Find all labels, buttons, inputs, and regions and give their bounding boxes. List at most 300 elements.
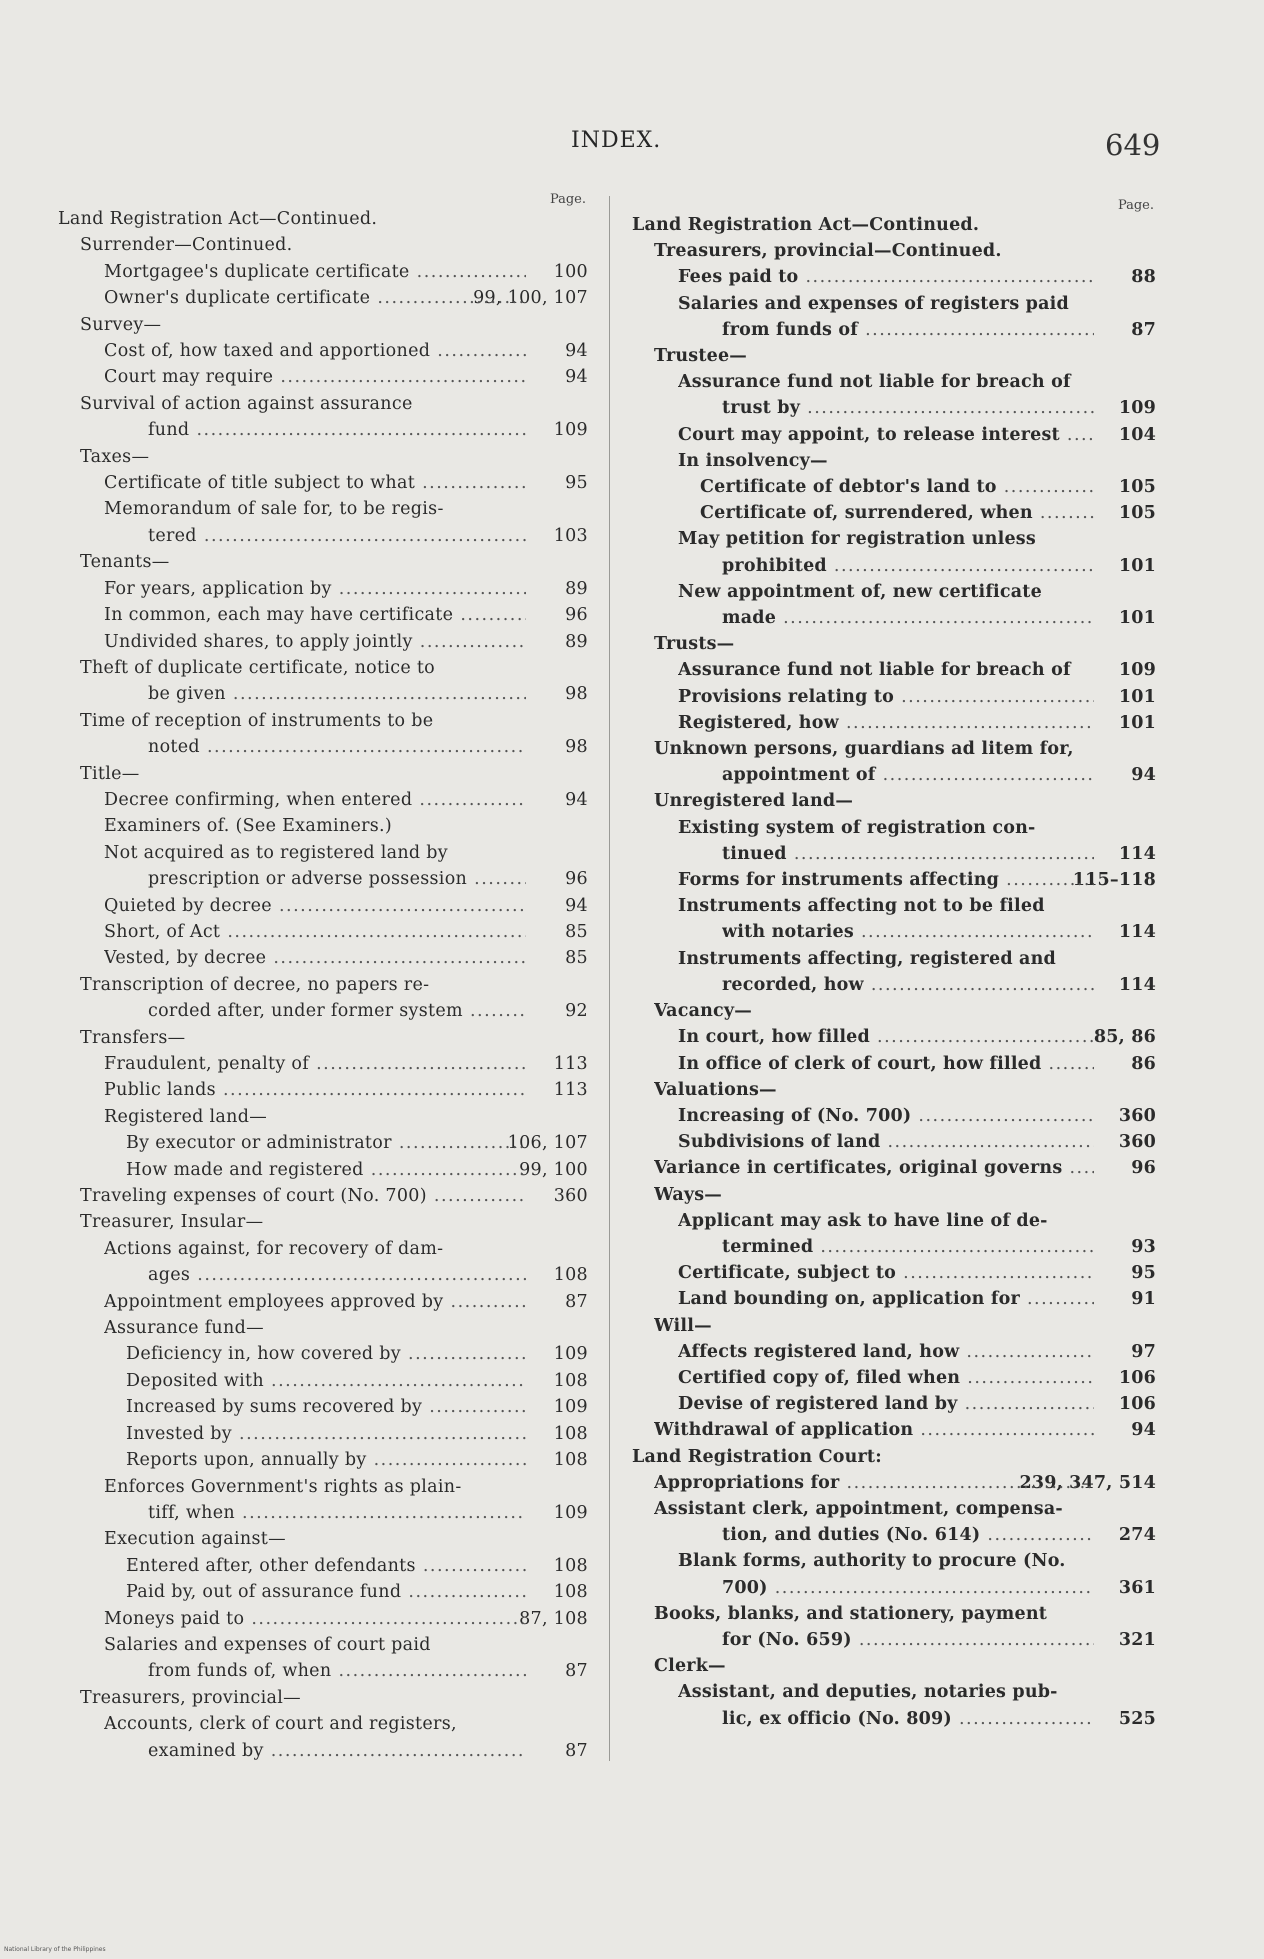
index-entry-page: 103 bbox=[553, 525, 588, 546]
index-column-left bbox=[58, 192, 588, 1764]
index-entry-text: made ..... bbox=[722, 608, 1094, 628]
index-entry bbox=[58, 312, 588, 338]
index-entry-page: 108 bbox=[553, 1265, 588, 1286]
index-entry-page: 105 bbox=[1118, 477, 1156, 498]
index-entry-page: 94 bbox=[565, 341, 588, 362]
index-entry bbox=[632, 762, 1156, 788]
index-entry-text: Enforces Government's rights as plain- bbox=[104, 1476, 462, 1497]
index-entry-text: Fees paid to ..... bbox=[678, 267, 1094, 287]
index-entry-text: Salaries and expenses of court paid bbox=[104, 1634, 431, 1655]
index-entry-text: Appropriations for ..... bbox=[654, 1473, 1094, 1493]
index-entry bbox=[632, 631, 1156, 657]
index-entry-page: 88 bbox=[1131, 267, 1156, 288]
index-entry-text: recorded, how ..... bbox=[722, 975, 1094, 995]
index-entry bbox=[632, 1051, 1156, 1077]
index-entry bbox=[58, 708, 588, 734]
index-entry-page: 104 bbox=[1118, 424, 1156, 445]
index-entry bbox=[58, 787, 588, 813]
index-entry-text: Existing system of registration con- bbox=[678, 817, 1036, 838]
index-entry-page: 94 bbox=[565, 367, 588, 388]
index-entry-text: Entered after, other defendants ..... bbox=[126, 1556, 526, 1576]
index-entry bbox=[632, 343, 1156, 369]
index-entry bbox=[58, 840, 588, 866]
index-entry bbox=[632, 1575, 1156, 1601]
index-entry-text: Land bounding on, application for ..... bbox=[678, 1289, 1094, 1309]
index-entry-text: fund ..... bbox=[148, 420, 526, 440]
index-entry-page: 109 bbox=[553, 1344, 588, 1365]
index-entry-text: Valuations— bbox=[654, 1079, 777, 1100]
index-entry-text: Memorandum of sale for, to be regis- bbox=[104, 499, 444, 520]
index-entry-text: appointment of ..... bbox=[722, 765, 1094, 785]
scan-attribution: National Library of the Philippines bbox=[4, 1946, 106, 1953]
index-entry bbox=[632, 1365, 1156, 1391]
index-entry-text: Reports upon, annually by ..... bbox=[126, 1450, 526, 1470]
index-entry-text: Vacancy— bbox=[654, 1001, 752, 1022]
index-entry-text: Surrender—Continued. bbox=[80, 235, 293, 256]
index-entry bbox=[632, 1234, 1156, 1260]
index-entry-page: 360 bbox=[1118, 1105, 1156, 1126]
index-entry-text: In common, each may have certificate ..... bbox=[104, 605, 526, 625]
index-entry-page: 99, 100, 107 bbox=[473, 288, 588, 309]
index-entry-text: tion, and duties (No. 614) ..... bbox=[722, 1525, 1094, 1545]
index-entry-text: Unregistered land— bbox=[654, 791, 854, 812]
index-entry-page: 85 bbox=[565, 948, 588, 969]
index-entry-page: 113 bbox=[553, 1054, 588, 1074]
index-entry bbox=[58, 972, 588, 998]
index-entry-text: Theft of duplicate certificate, notice to bbox=[80, 657, 436, 678]
index-entry-text: Invested by ..... bbox=[126, 1424, 526, 1444]
index-entry-page: 100 bbox=[553, 261, 588, 282]
index-entry bbox=[632, 474, 1156, 500]
page-number: 649 bbox=[1105, 128, 1161, 162]
index-entry bbox=[58, 391, 588, 417]
index-entry-text: Assurance fund not liable for breach of bbox=[678, 372, 1071, 393]
index-entry-text: corded after, under former system ..... bbox=[148, 1001, 526, 1021]
index-entry-page: 94 bbox=[565, 895, 588, 916]
index-entry bbox=[632, 841, 1156, 867]
index-entry bbox=[58, 813, 588, 839]
index-entry bbox=[58, 1421, 588, 1447]
index-entry bbox=[58, 761, 588, 787]
index-entry bbox=[58, 602, 588, 628]
index-entry-text: tiff, when ..... bbox=[148, 1503, 526, 1523]
index-entry-text: Not acquired as to registered land by bbox=[104, 842, 448, 863]
index-entry-text: Certificate of, surrendered, when ..... bbox=[700, 503, 1094, 523]
index-entry bbox=[58, 1658, 588, 1684]
index-entry bbox=[632, 212, 1156, 238]
index-entry-text: By executor or administrator ..... bbox=[126, 1133, 526, 1153]
index-entry bbox=[632, 919, 1156, 945]
index-entry bbox=[632, 1548, 1156, 1574]
index-entry bbox=[632, 946, 1156, 972]
index-entry-page: 95 bbox=[1131, 1263, 1156, 1284]
index-entry-text: Land Registration Act—Continued. bbox=[632, 215, 980, 235]
index-entry-page: 525 bbox=[1118, 1708, 1156, 1729]
index-entry bbox=[58, 1262, 588, 1288]
index-entry bbox=[58, 1632, 588, 1658]
index-entry-text: Transcription of decree, no papers re- bbox=[80, 974, 430, 995]
page-column-label: Page. bbox=[549, 192, 586, 207]
index-entry-text: tered ..... bbox=[148, 526, 526, 546]
index-entry-text: Clerk— bbox=[654, 1656, 726, 1677]
index-entry-text: 700) ..... bbox=[722, 1578, 1094, 1598]
index-entry-text: Moneys paid to ..... bbox=[104, 1609, 526, 1629]
index-entry bbox=[632, 553, 1156, 579]
index-entry bbox=[58, 1051, 588, 1077]
index-entry-list bbox=[58, 206, 588, 1764]
index-entry-page: 94 bbox=[1131, 1420, 1156, 1441]
index-entry bbox=[58, 364, 588, 390]
index-entry bbox=[632, 684, 1156, 710]
index-entry-page: 89 bbox=[565, 578, 588, 599]
index-entry-page: 98 bbox=[565, 684, 588, 705]
index-entry-text: Public lands ..... bbox=[104, 1080, 526, 1100]
index-entry-text: be given ..... bbox=[148, 684, 526, 704]
index-entry bbox=[58, 285, 588, 311]
index-entry bbox=[58, 1183, 588, 1209]
index-entry bbox=[632, 395, 1156, 421]
index-entry bbox=[632, 1496, 1156, 1522]
index-entry bbox=[58, 1209, 588, 1235]
index-entry bbox=[58, 1341, 588, 1367]
index-entry-text: Certificate of title subject to what ..... bbox=[104, 473, 526, 493]
index-entry-text: Cost of, how taxed and apportioned ..... bbox=[104, 341, 526, 361]
index-entry-text: prescription or adverse possession ..... bbox=[148, 869, 526, 889]
index-entry-page: 94 bbox=[1131, 765, 1156, 786]
index-entry-text: For years, application by ..... bbox=[104, 579, 526, 599]
index-entry-page: 106, 107 bbox=[507, 1133, 588, 1154]
index-entry-text: Increased by sums recovered by ..... bbox=[126, 1397, 526, 1417]
index-entry-text: Quieted by decree ..... bbox=[104, 896, 526, 916]
index-entry-text: noted ..... bbox=[148, 737, 526, 757]
index-entry bbox=[58, 1130, 588, 1156]
index-entry-text: Deficiency in, how covered by ..... bbox=[126, 1344, 526, 1364]
index-entry-text: Undivided shares, to apply jointly ..... bbox=[104, 632, 526, 652]
index-entry bbox=[58, 1447, 588, 1473]
index-entry bbox=[58, 1606, 588, 1632]
index-entry bbox=[632, 1627, 1156, 1653]
index-entry bbox=[632, 710, 1156, 736]
index-entry-page: 89 bbox=[565, 631, 588, 652]
index-entry bbox=[632, 815, 1156, 841]
index-entry-text: Fraudulent, penalty of ..... bbox=[104, 1054, 526, 1074]
index-entry bbox=[58, 1077, 588, 1103]
index-entry bbox=[632, 1391, 1156, 1417]
index-entry-text: Applicant may ask to have line of de- bbox=[678, 1210, 1048, 1231]
index-entry bbox=[58, 1500, 588, 1526]
index-entry bbox=[632, 448, 1156, 474]
index-entry-page: 113 bbox=[553, 1080, 588, 1101]
index-entry-page: 109 bbox=[1118, 398, 1156, 419]
index-entry-page: 114 bbox=[1118, 843, 1156, 864]
column-divider bbox=[609, 196, 610, 1761]
index-entry bbox=[58, 1738, 588, 1764]
index-entry-list bbox=[632, 212, 1156, 1732]
index-entry-text: Taxes— bbox=[80, 446, 150, 467]
index-entry bbox=[58, 1236, 588, 1262]
index-entry-text: Trustee— bbox=[654, 346, 747, 367]
index-entry-text: Title— bbox=[80, 763, 140, 784]
index-entry-text: Execution against— bbox=[104, 1529, 286, 1550]
index-entry-page: 109 bbox=[1118, 660, 1156, 681]
index-entry bbox=[58, 945, 588, 971]
index-entry bbox=[632, 238, 1156, 264]
index-entry-text: In court, how filled ..... bbox=[678, 1027, 1094, 1047]
index-entry-text: Treasurer, Insular— bbox=[80, 1212, 264, 1233]
index-entry-text: prohibited ..... bbox=[722, 556, 1094, 576]
index-entry bbox=[58, 655, 588, 681]
index-entry-page: 105 bbox=[1118, 503, 1156, 524]
index-entry-page: 101 bbox=[1118, 686, 1156, 707]
index-entry-text: New appointment of, new certificate bbox=[678, 581, 1042, 602]
index-entry-text: from funds of ..... bbox=[722, 320, 1094, 340]
index-entry bbox=[58, 1368, 588, 1394]
index-entry-text: for (No. 659) ..... bbox=[722, 1630, 1094, 1650]
index-entry-text: Increasing of (No. 700) ..... bbox=[678, 1106, 1094, 1126]
index-entry-text: Assistant, and deputies, notaries pub- bbox=[678, 1682, 1058, 1703]
index-entry bbox=[58, 1474, 588, 1500]
index-entry-text: Salaries and expenses of registers paid bbox=[678, 293, 1069, 314]
index-entry-text: with notaries ..... bbox=[722, 922, 1094, 942]
index-entry bbox=[632, 579, 1156, 605]
index-entry-page: 360 bbox=[553, 1186, 588, 1207]
index-entry-page: 108 bbox=[553, 1555, 588, 1576]
index-entry bbox=[58, 232, 588, 258]
index-entry-text: Treasurers, provincial— bbox=[80, 1687, 301, 1708]
index-entry-text: Instruments affecting not to be filed bbox=[678, 896, 1045, 917]
index-entry-text: Short, of Act ..... bbox=[104, 922, 526, 942]
index-entry-page: 106 bbox=[1118, 1394, 1156, 1415]
index-entry bbox=[632, 736, 1156, 762]
index-entry bbox=[58, 629, 588, 655]
index-entry-text: Certificate, subject to ..... bbox=[678, 1263, 1094, 1283]
index-entry bbox=[632, 1653, 1156, 1679]
index-entry-page: 109 bbox=[553, 420, 588, 441]
index-entry-text: Actions against, for recovery of dam- bbox=[104, 1238, 444, 1259]
index-entry bbox=[58, 734, 588, 760]
index-entry-text: from funds of, when ..... bbox=[148, 1661, 526, 1681]
index-entry bbox=[632, 998, 1156, 1024]
index-entry-text: Survival of action against assurance bbox=[80, 393, 413, 414]
index-entry-page: 98 bbox=[565, 737, 588, 758]
index-entry-text: May petition for registration unless bbox=[678, 529, 1036, 550]
index-entry-page: 108 bbox=[553, 1450, 588, 1471]
index-entry bbox=[58, 681, 588, 707]
index-entry-text: lic, ex officio (No. 809) ..... bbox=[722, 1709, 1094, 1729]
index-entry-text: Unknown persons, guardians ad litem for, bbox=[654, 739, 1074, 760]
index-entry-page: 96 bbox=[565, 869, 588, 890]
index-entry bbox=[632, 1313, 1156, 1339]
index-entry-text: Forms for instruments affecting ..... bbox=[678, 870, 1094, 890]
index-entry-page: 108 bbox=[553, 1423, 588, 1444]
index-entry-text: Treasurers, provincial—Continued. bbox=[654, 241, 1002, 262]
index-entry bbox=[58, 1553, 588, 1579]
index-entry-page: 321 bbox=[1118, 1629, 1156, 1650]
index-entry-page: 91 bbox=[1131, 1289, 1156, 1310]
index-entry-text: Instruments affecting, registered and bbox=[678, 948, 1056, 969]
index-entry bbox=[58, 1711, 588, 1737]
index-entry bbox=[58, 1025, 588, 1051]
index-entry bbox=[632, 657, 1156, 683]
index-column-right bbox=[632, 192, 1156, 1732]
index-entry-page: 96 bbox=[1131, 1158, 1156, 1179]
index-entry bbox=[632, 1706, 1156, 1732]
index-entry-text: Examiners of. (See Examiners.) bbox=[104, 816, 393, 837]
index-entry-page: 86 bbox=[1131, 1053, 1156, 1074]
index-entry-text: Certified copy of, filed when ..... bbox=[678, 1368, 1094, 1388]
index-entry bbox=[632, 1260, 1156, 1286]
index-entry bbox=[58, 206, 588, 232]
index-entry-text: Mortgagee's duplicate certificate ..... bbox=[104, 262, 526, 282]
index-entry-page: 108 bbox=[553, 1582, 588, 1603]
page-header bbox=[0, 128, 1264, 168]
index-entry bbox=[632, 1077, 1156, 1103]
index-entry-text: Survey— bbox=[80, 314, 162, 335]
index-entry bbox=[58, 259, 588, 285]
index-entry-text: Affects registered land, how ..... bbox=[678, 1342, 1094, 1362]
index-entry bbox=[632, 1339, 1156, 1365]
index-entry-text: Assurance fund not liable for breach of bbox=[678, 660, 1071, 681]
index-entry-page: 87, 108 bbox=[519, 1608, 588, 1629]
index-entry bbox=[58, 1579, 588, 1605]
index-entry-text: Variance in certificates, original governs ..... bbox=[654, 1158, 1094, 1178]
index-entry bbox=[58, 1526, 588, 1552]
index-entry bbox=[632, 788, 1156, 814]
index-entry bbox=[58, 470, 588, 496]
index-entry-text: Court may require ..... bbox=[104, 367, 526, 387]
index-entry bbox=[58, 576, 588, 602]
index-entry bbox=[632, 1417, 1156, 1443]
index-entry-text: Registered land— bbox=[104, 1106, 267, 1127]
index-entry-page: 114 bbox=[1118, 974, 1156, 995]
index-entry-page: 360 bbox=[1118, 1132, 1156, 1153]
index-entry bbox=[58, 523, 588, 549]
index-entry-page: 99, 100 bbox=[519, 1159, 588, 1180]
index-entry bbox=[632, 1444, 1156, 1470]
index-entry-text: Certificate of debtor's land to ..... bbox=[700, 477, 1094, 497]
index-entry bbox=[58, 1315, 588, 1341]
index-entry bbox=[632, 1679, 1156, 1705]
index-entry-text: Blank forms, authority to procure (No. bbox=[678, 1551, 1066, 1572]
index-entry-page: 109 bbox=[553, 1502, 588, 1523]
index-entry-text: How made and registered ..... bbox=[126, 1160, 526, 1180]
index-entry bbox=[632, 1024, 1156, 1050]
index-entry-text: Traveling expenses of court (No. 700) ..... bbox=[80, 1186, 526, 1206]
index-entry-text: trust by ..... bbox=[722, 398, 1094, 418]
index-entry bbox=[58, 998, 588, 1024]
index-entry-page: 274 bbox=[1118, 1525, 1156, 1546]
index-entry-text: Appointment employees approved by ..... bbox=[104, 1292, 526, 1312]
index-entry-text: Ways— bbox=[654, 1184, 722, 1205]
index-entry-text: Land Registration Court: bbox=[632, 1446, 882, 1467]
index-entry-text: Will— bbox=[654, 1315, 712, 1336]
index-entry-text: In insolvency— bbox=[678, 450, 828, 471]
index-entry bbox=[632, 1208, 1156, 1234]
index-entry-text: Vested, by decree ..... bbox=[104, 948, 526, 968]
index-entry bbox=[632, 867, 1156, 893]
index-entry-page: 106 bbox=[1118, 1367, 1156, 1388]
index-entry bbox=[58, 444, 588, 470]
index-entry-page: 115–118 bbox=[1072, 870, 1156, 891]
index-entry-text: In office of clerk of court, how filled ..... bbox=[678, 1054, 1094, 1074]
index-entry-page: 95 bbox=[565, 473, 588, 494]
index-entry-page: 361 bbox=[1118, 1577, 1156, 1598]
index-entry-text: Land Registration Act—Continued. bbox=[58, 209, 378, 229]
index-entry-page: 101 bbox=[1118, 712, 1156, 733]
index-entry bbox=[58, 1289, 588, 1315]
index-entry bbox=[632, 1286, 1156, 1312]
index-entry-text: Time of reception of instruments to be bbox=[80, 710, 434, 731]
index-entry bbox=[58, 338, 588, 364]
index-entry bbox=[58, 549, 588, 575]
index-entry-text: Transfers— bbox=[80, 1027, 186, 1048]
index-entry bbox=[58, 866, 588, 892]
index-entry bbox=[632, 1470, 1156, 1496]
index-entry bbox=[632, 1522, 1156, 1548]
index-entry-text: examined by ..... bbox=[148, 1741, 526, 1761]
index-entry bbox=[58, 1394, 588, 1420]
index-entry-page: 101 bbox=[1118, 608, 1156, 629]
index-entry-text: Owner's duplicate certificate ..... bbox=[104, 288, 526, 308]
index-entry bbox=[632, 291, 1156, 317]
index-entry bbox=[58, 1157, 588, 1183]
index-entry bbox=[632, 1182, 1156, 1208]
index-entry-text: Paid by, out of assurance fund ..... bbox=[126, 1582, 526, 1602]
index-entry-text: Assurance fund— bbox=[104, 1318, 264, 1339]
index-entry-page: 114 bbox=[1118, 922, 1156, 943]
index-entry-text: Tenants— bbox=[80, 552, 170, 573]
index-entry-page: 87 bbox=[565, 1291, 588, 1312]
index-entry-page: 92 bbox=[565, 1001, 588, 1022]
index-entry-text: Accounts, clerk of court and registers, bbox=[104, 1714, 457, 1735]
index-entry-page: 101 bbox=[1118, 555, 1156, 576]
index-entry-text: Withdrawal of application ..... bbox=[654, 1420, 1094, 1440]
index-entry bbox=[58, 496, 588, 522]
page-title: INDEX. bbox=[571, 128, 662, 153]
index-entry-text: Assistant clerk, appointment, compensa- bbox=[654, 1498, 1063, 1519]
index-entry bbox=[632, 1601, 1156, 1627]
index-entry-page: 85 bbox=[565, 921, 588, 942]
index-entry bbox=[58, 417, 588, 443]
index-entry-page: 85, 86 bbox=[1093, 1027, 1156, 1048]
index-entry-page: 87 bbox=[1131, 319, 1156, 340]
index-entry-text: Books, blanks, and stationery, payment bbox=[654, 1603, 1048, 1624]
index-entry bbox=[632, 1155, 1156, 1181]
index-entry bbox=[632, 264, 1156, 290]
index-entry bbox=[632, 1129, 1156, 1155]
index-entry-page: 97 bbox=[1131, 1341, 1156, 1362]
index-entry bbox=[632, 1103, 1156, 1129]
index-entry-text: Subdivisions of land ..... bbox=[678, 1132, 1094, 1152]
index-entry-text: ages ..... bbox=[148, 1265, 526, 1285]
index-entry-page: 239, 347, 514 bbox=[1019, 1472, 1156, 1493]
index-entry bbox=[632, 972, 1156, 998]
index-entry-page: 87 bbox=[565, 1740, 588, 1761]
index-entry-text: Devise of registered land by ..... bbox=[678, 1394, 1094, 1414]
index-entry-page: 87 bbox=[565, 1661, 588, 1682]
index-entry bbox=[632, 500, 1156, 526]
index-entry bbox=[58, 919, 588, 945]
index-entry-text: Decree confirming, when entered ..... bbox=[104, 790, 526, 810]
index-entry-page: 109 bbox=[553, 1397, 588, 1418]
index-entry-page: 96 bbox=[565, 605, 588, 626]
index-entry-page: 94 bbox=[565, 789, 588, 810]
index-entry bbox=[632, 893, 1156, 919]
index-entry bbox=[632, 605, 1156, 631]
page-column-label: Page. bbox=[1117, 198, 1154, 213]
index-entry bbox=[58, 893, 588, 919]
index-entry-text: Court may appoint, to release interest ..... bbox=[678, 425, 1094, 445]
